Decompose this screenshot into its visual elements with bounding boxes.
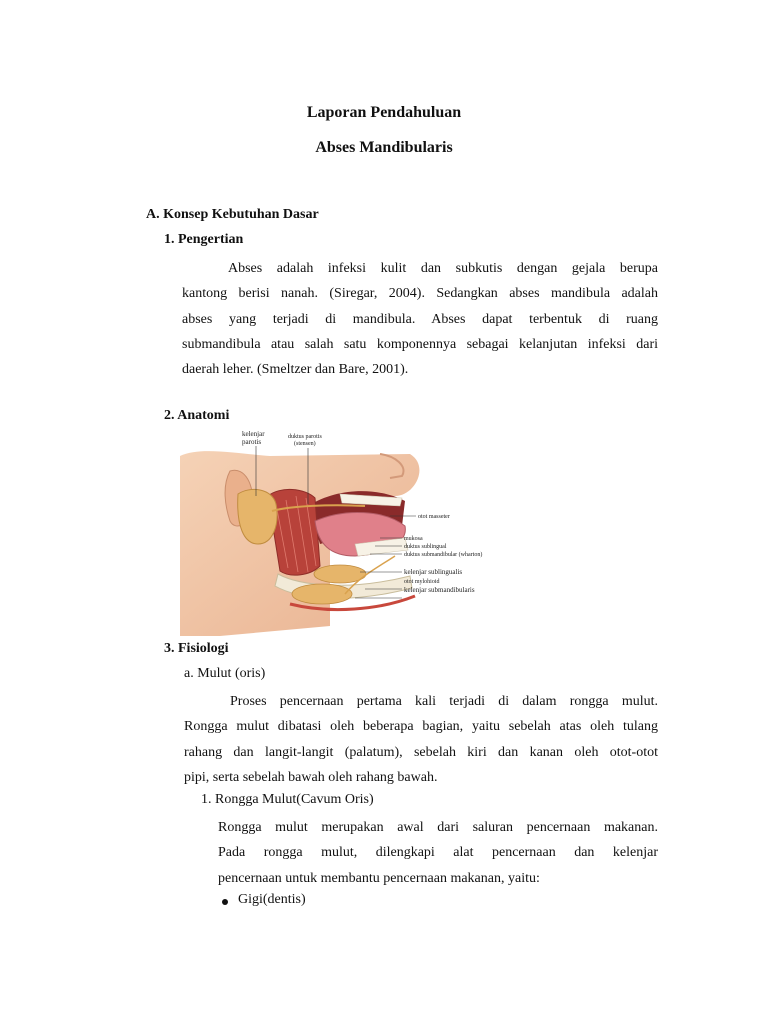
heading-anatomi: 2. Anatomi (164, 408, 230, 423)
svg-text:mukosa: mukosa (404, 536, 423, 542)
svg-text:kelenjar submandibularis: kelenjar submandibularis (404, 586, 475, 594)
document-subtitle: Abses Mandibularis (315, 139, 453, 156)
paragraph-line: Rongga mulut merupakan awal dari saluran pencernaan makanan. (218, 820, 658, 835)
paragraph-line: pencernaan untuk membantu pencernaan makanan, yaitu: (218, 870, 540, 886)
paragraph-line: Rongga mulut dibatasi oleh beberapa bagian, yaitu sebelah atas oleh tulang (184, 719, 658, 735)
paragraph-line: submandibula atau salah satu komponennya sebagai kelanjutan infeksi dari (182, 336, 658, 352)
heading-fisiologi: 3. Fisiologi (164, 641, 229, 656)
paragraph-line: Pada rongga mulut, dilengkapi alat pencernaan dan kelenjar (218, 845, 658, 861)
subheading-rongga-mulut: 1. Rongga Mulut(Cavum Oris) (201, 792, 374, 807)
section-heading-a: A. Konsep Kebutuhan Dasar (146, 207, 319, 222)
document-title: Laporan Pendahuluan (306, 104, 462, 121)
anatomy-illustration (180, 426, 510, 636)
paragraph-line: Abses adalah infeksi kulit dan subkutis dengan gejala berupa (228, 261, 658, 276)
svg-text:duktus submandibular (wharton): duktus submandibular (wharton) (404, 552, 483, 558)
bullet-dot (222, 899, 228, 905)
paragraph-line: daerah leher. (Smeltzer dan Bare, 2001). (182, 362, 409, 378)
svg-text:(stensen): (stensen) (294, 441, 316, 447)
svg-text:duktus sublingual: duktus sublingual (404, 544, 447, 550)
heading-pengertian: 1. Pengertian (164, 232, 244, 247)
paragraph-line: abses yang terjadi di mandibula. Abses dapat terbentuk di ruang (182, 311, 658, 327)
paragraph-line: kantong berisi nanah. (Siregar, 2004). Sedangkan abses mandibula adalah (182, 286, 658, 302)
bullet-item-gigi: Gigi(dentis) (238, 892, 306, 907)
paragraph-mulut (184, 689, 658, 790)
svg-text:kelenjar sublingualis: kelenjar sublingualis (404, 568, 463, 576)
paragraph-pengertian (182, 256, 658, 382)
paragraph-line: pipi, serta sebelah bawah oleh rahang bawah. (184, 769, 438, 785)
subheading-mulut: a. Mulut (oris) (184, 666, 266, 681)
svg-text:otot mylohioid: otot mylohioid (404, 579, 440, 585)
svg-text:duktus parotis: duktus parotis (288, 434, 322, 440)
svg-text:otot masseter: otot masseter (418, 514, 450, 520)
svg-text:parotis: parotis (242, 438, 262, 446)
paragraph-rongga-mulut (218, 815, 658, 891)
paragraph-line: Proses pencernaan pertama kali terjadi di dalam rongga mulut. (230, 694, 658, 709)
svg-text:kelenjar: kelenjar (242, 430, 265, 438)
paragraph-line: rahang dan langit-langit (palatum), sebelah kiri dan kanan oleh otot-otot (184, 744, 658, 760)
